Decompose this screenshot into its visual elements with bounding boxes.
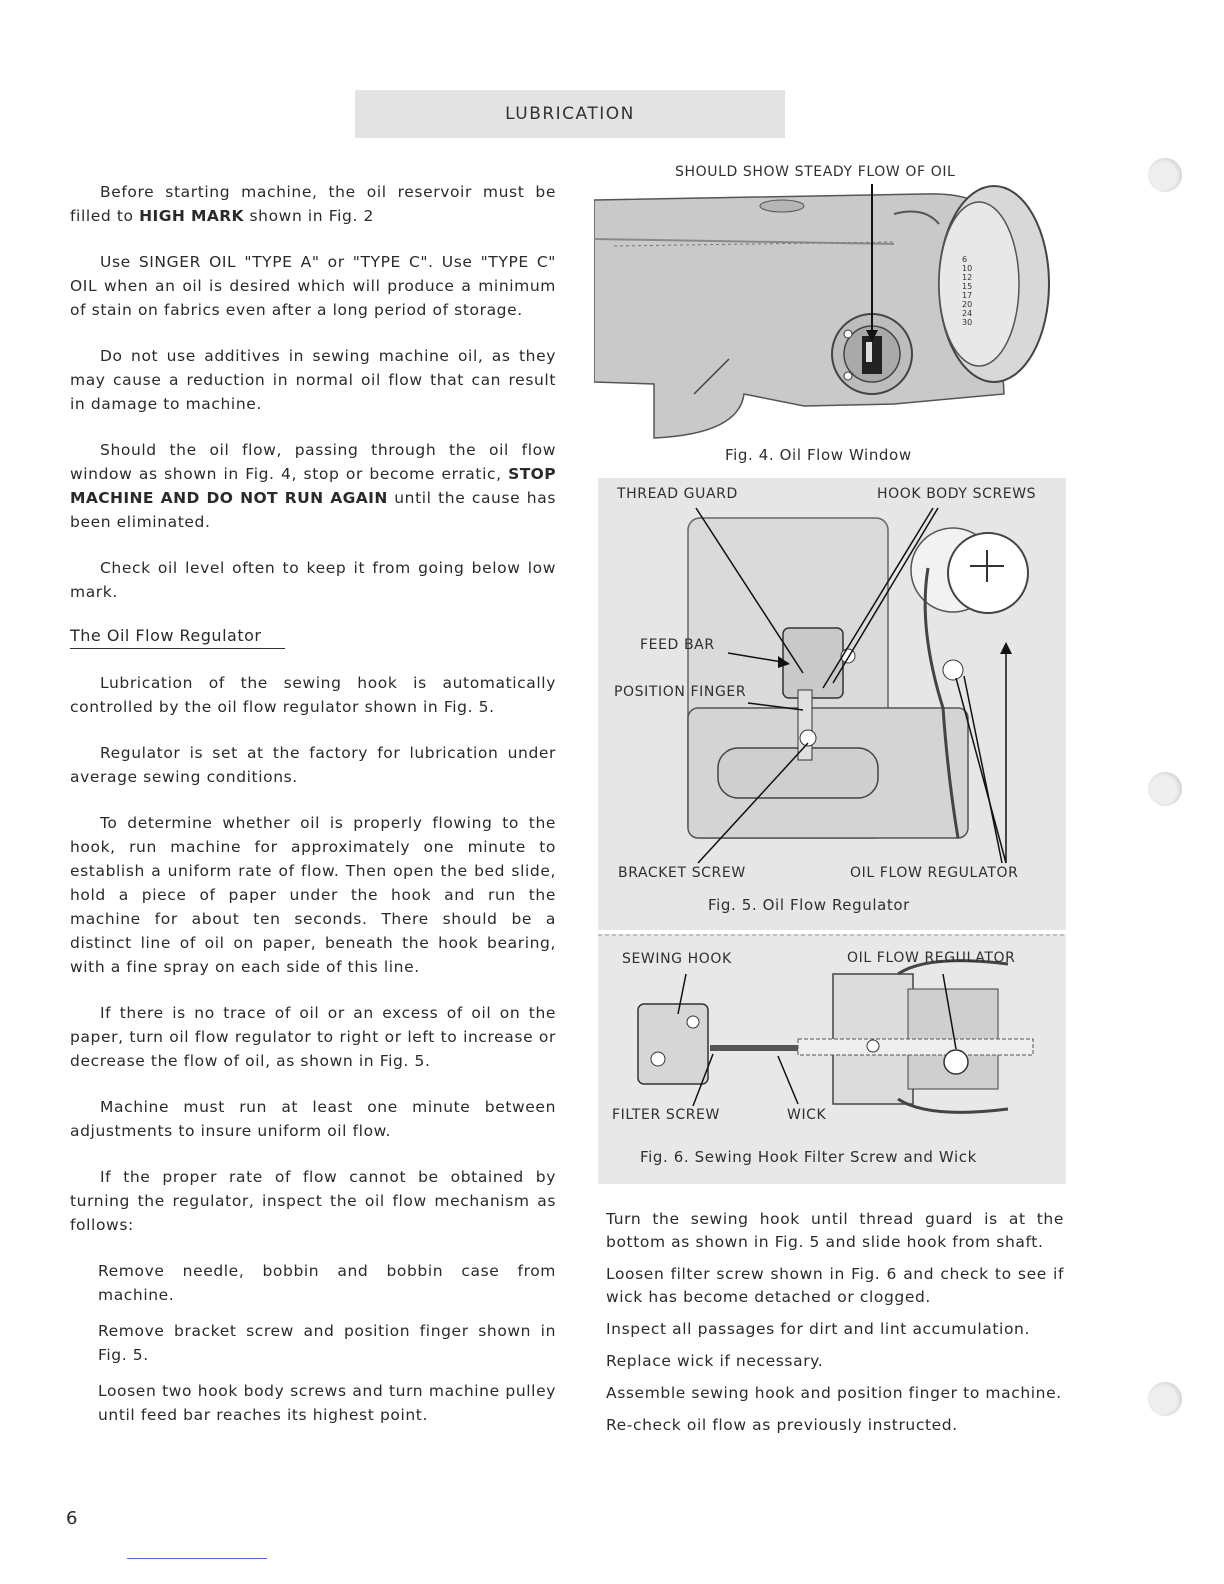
fig6-label-wick: WICK <box>787 1107 827 1123</box>
step-assemble-hook: Assemble sewing hook and position finger to machine. <box>606 1384 1062 1402</box>
subheading-oil-flow-regulator: The Oil Flow Regulator <box>70 626 285 649</box>
fig6-caption: Fig. 6. Sewing Hook Filter Screw and Wick <box>640 1148 977 1166</box>
fig5-label-oil-flow-regulator: OIL FLOW REGULATOR <box>850 865 1019 881</box>
dial-mark: 24 <box>962 309 973 318</box>
fig5-label-feed-bar: FEED BAR <box>640 637 715 653</box>
paragraph-lubrication-control: Lubrication of the sewing hook is automatically controlled by the oil flow regulator shown in Fig. 5. <box>70 674 556 716</box>
paragraph-reservoir: Before starting machine, the oil reservoir must be filled to HIGH MARK shown in Fig. 2 <box>70 183 556 225</box>
sewing-hook-filter-screw-illustration <box>598 934 1066 1184</box>
dial-mark: 20 <box>962 300 973 309</box>
fig6-label-filter-screw: FILTER SCREW <box>612 1107 720 1123</box>
dial-mark: 30 <box>962 318 973 327</box>
left-column <box>70 180 556 1439</box>
paragraph-flow-test: To determine whether oil is properly flowing to the hook, run machine for approximately one minute to establish a uniform rate of flow. Then open the bed slide, hold a piece of paper under the hook and run the machine for about ten seconds. There should be a distinct line of oil on paper, beneath the hook bearing, with a fine spray on each side of this line. <box>70 814 556 976</box>
fig6-label-sewing-hook: SEWING HOOK <box>622 951 732 967</box>
fig4-label-steady-flow: SHOULD SHOW STEADY FLOW OF OIL <box>675 164 956 180</box>
dial-mark: 12 <box>962 273 973 282</box>
step-loosen-filter-screw: Loosen filter screw shown in Fig. 6 and check to see if wick has become detached or clogged. <box>606 1265 1064 1306</box>
step-remove-needle: Remove needle, bobbin and bobbin case from machine. <box>98 1262 556 1304</box>
paragraph-adjust-regulator: If there is no trace of oil or an excess of oil on the paper, turn oil flow regulator to right or left to increase or decrease the flow of oil, as shown in Fig. 5. <box>70 1004 556 1070</box>
step-inspect-passages: Inspect all passages for dirt and lint accumulation. <box>606 1320 1030 1338</box>
section-title-banner <box>355 90 785 138</box>
paragraph-inspect-mechanism: If the proper rate of flow cannot be obtained by turning the regulator, inspect the oil flow mechanism as follows: <box>70 1168 556 1234</box>
step-replace-wick: Replace wick if necessary. <box>606 1352 824 1370</box>
oil-flow-regulator-illustration <box>598 478 1066 930</box>
step-turn-sewing-hook: Turn the sewing hook until thread guard is at the bottom as shown in Fig. 5 and slide hook from shaft. <box>606 1210 1064 1251</box>
fig5-label-hook-body-screws: HOOK BODY SCREWS <box>877 486 1037 502</box>
binder-hole <box>1148 158 1182 192</box>
dial-mark: 17 <box>962 291 973 300</box>
fig5-label-bracket-screw: BRACKET SCREW <box>618 865 746 881</box>
step-remove-bracket-screw: Remove bracket screw and position finger shown in Fig. 5. <box>98 1322 556 1364</box>
oil-flow-window-illustration <box>594 184 1064 442</box>
dial-mark: 15 <box>962 282 973 291</box>
paragraph-additives: Do not use additives in sewing machine oil, as they may cause a reduction in normal oil flow that can result in damage to machine. <box>70 347 556 413</box>
binder-hole <box>1148 772 1182 806</box>
fig6-label-oil-flow-regulator: OIL FLOW REGULATOR <box>847 950 1016 966</box>
section-title: LUBRICATION <box>505 104 635 124</box>
right-column <box>606 1208 1064 1446</box>
paragraph-check-level: Check oil level often to keep it from going below low mark. <box>70 559 556 601</box>
paragraph-stop-machine: Should the oil flow, passing through the oil flow window as shown in Fig. 4, stop or become erratic, STOP MACHINE AND DO NOT RUN AGAIN until the cause has been eliminated. <box>70 441 556 531</box>
dial-mark: 6 <box>962 255 968 264</box>
binder-hole <box>1148 1382 1182 1416</box>
paragraph-oil-type: Use SINGER OIL "TYPE A" or "TYPE C". Use "TYPE C" OIL when an oil is desired which will produce a minimum of stain on fabrics even after a long period of storage. <box>70 253 556 319</box>
fig5-label-position-finger: POSITION FINGER <box>614 684 747 700</box>
fig5-caption: Fig. 5. Oil Flow Regulator <box>708 896 910 914</box>
fig5-label-thread-guard: THREAD GUARD <box>617 486 738 502</box>
page-number: 6 <box>66 1508 78 1529</box>
paragraph-run-time: Machine must run at least one minute between adjustments to insure uniform oil flow. <box>70 1098 556 1140</box>
step-recheck-oil-flow: Re-check oil flow as previously instructed. <box>606 1416 958 1434</box>
fig4-caption: Fig. 4. Oil Flow Window <box>725 446 912 464</box>
paragraph-factory-setting: Regulator is set at the factory for lubrication under average sewing conditions. <box>70 744 556 786</box>
step-loosen-screws: Loosen two hook body screws and turn machine pulley until feed bar reaches its highest point. <box>98 1382 556 1424</box>
fig4-dial-scale <box>962 255 972 327</box>
dial-mark: 10 <box>962 264 973 273</box>
footer-rule <box>127 1558 267 1559</box>
